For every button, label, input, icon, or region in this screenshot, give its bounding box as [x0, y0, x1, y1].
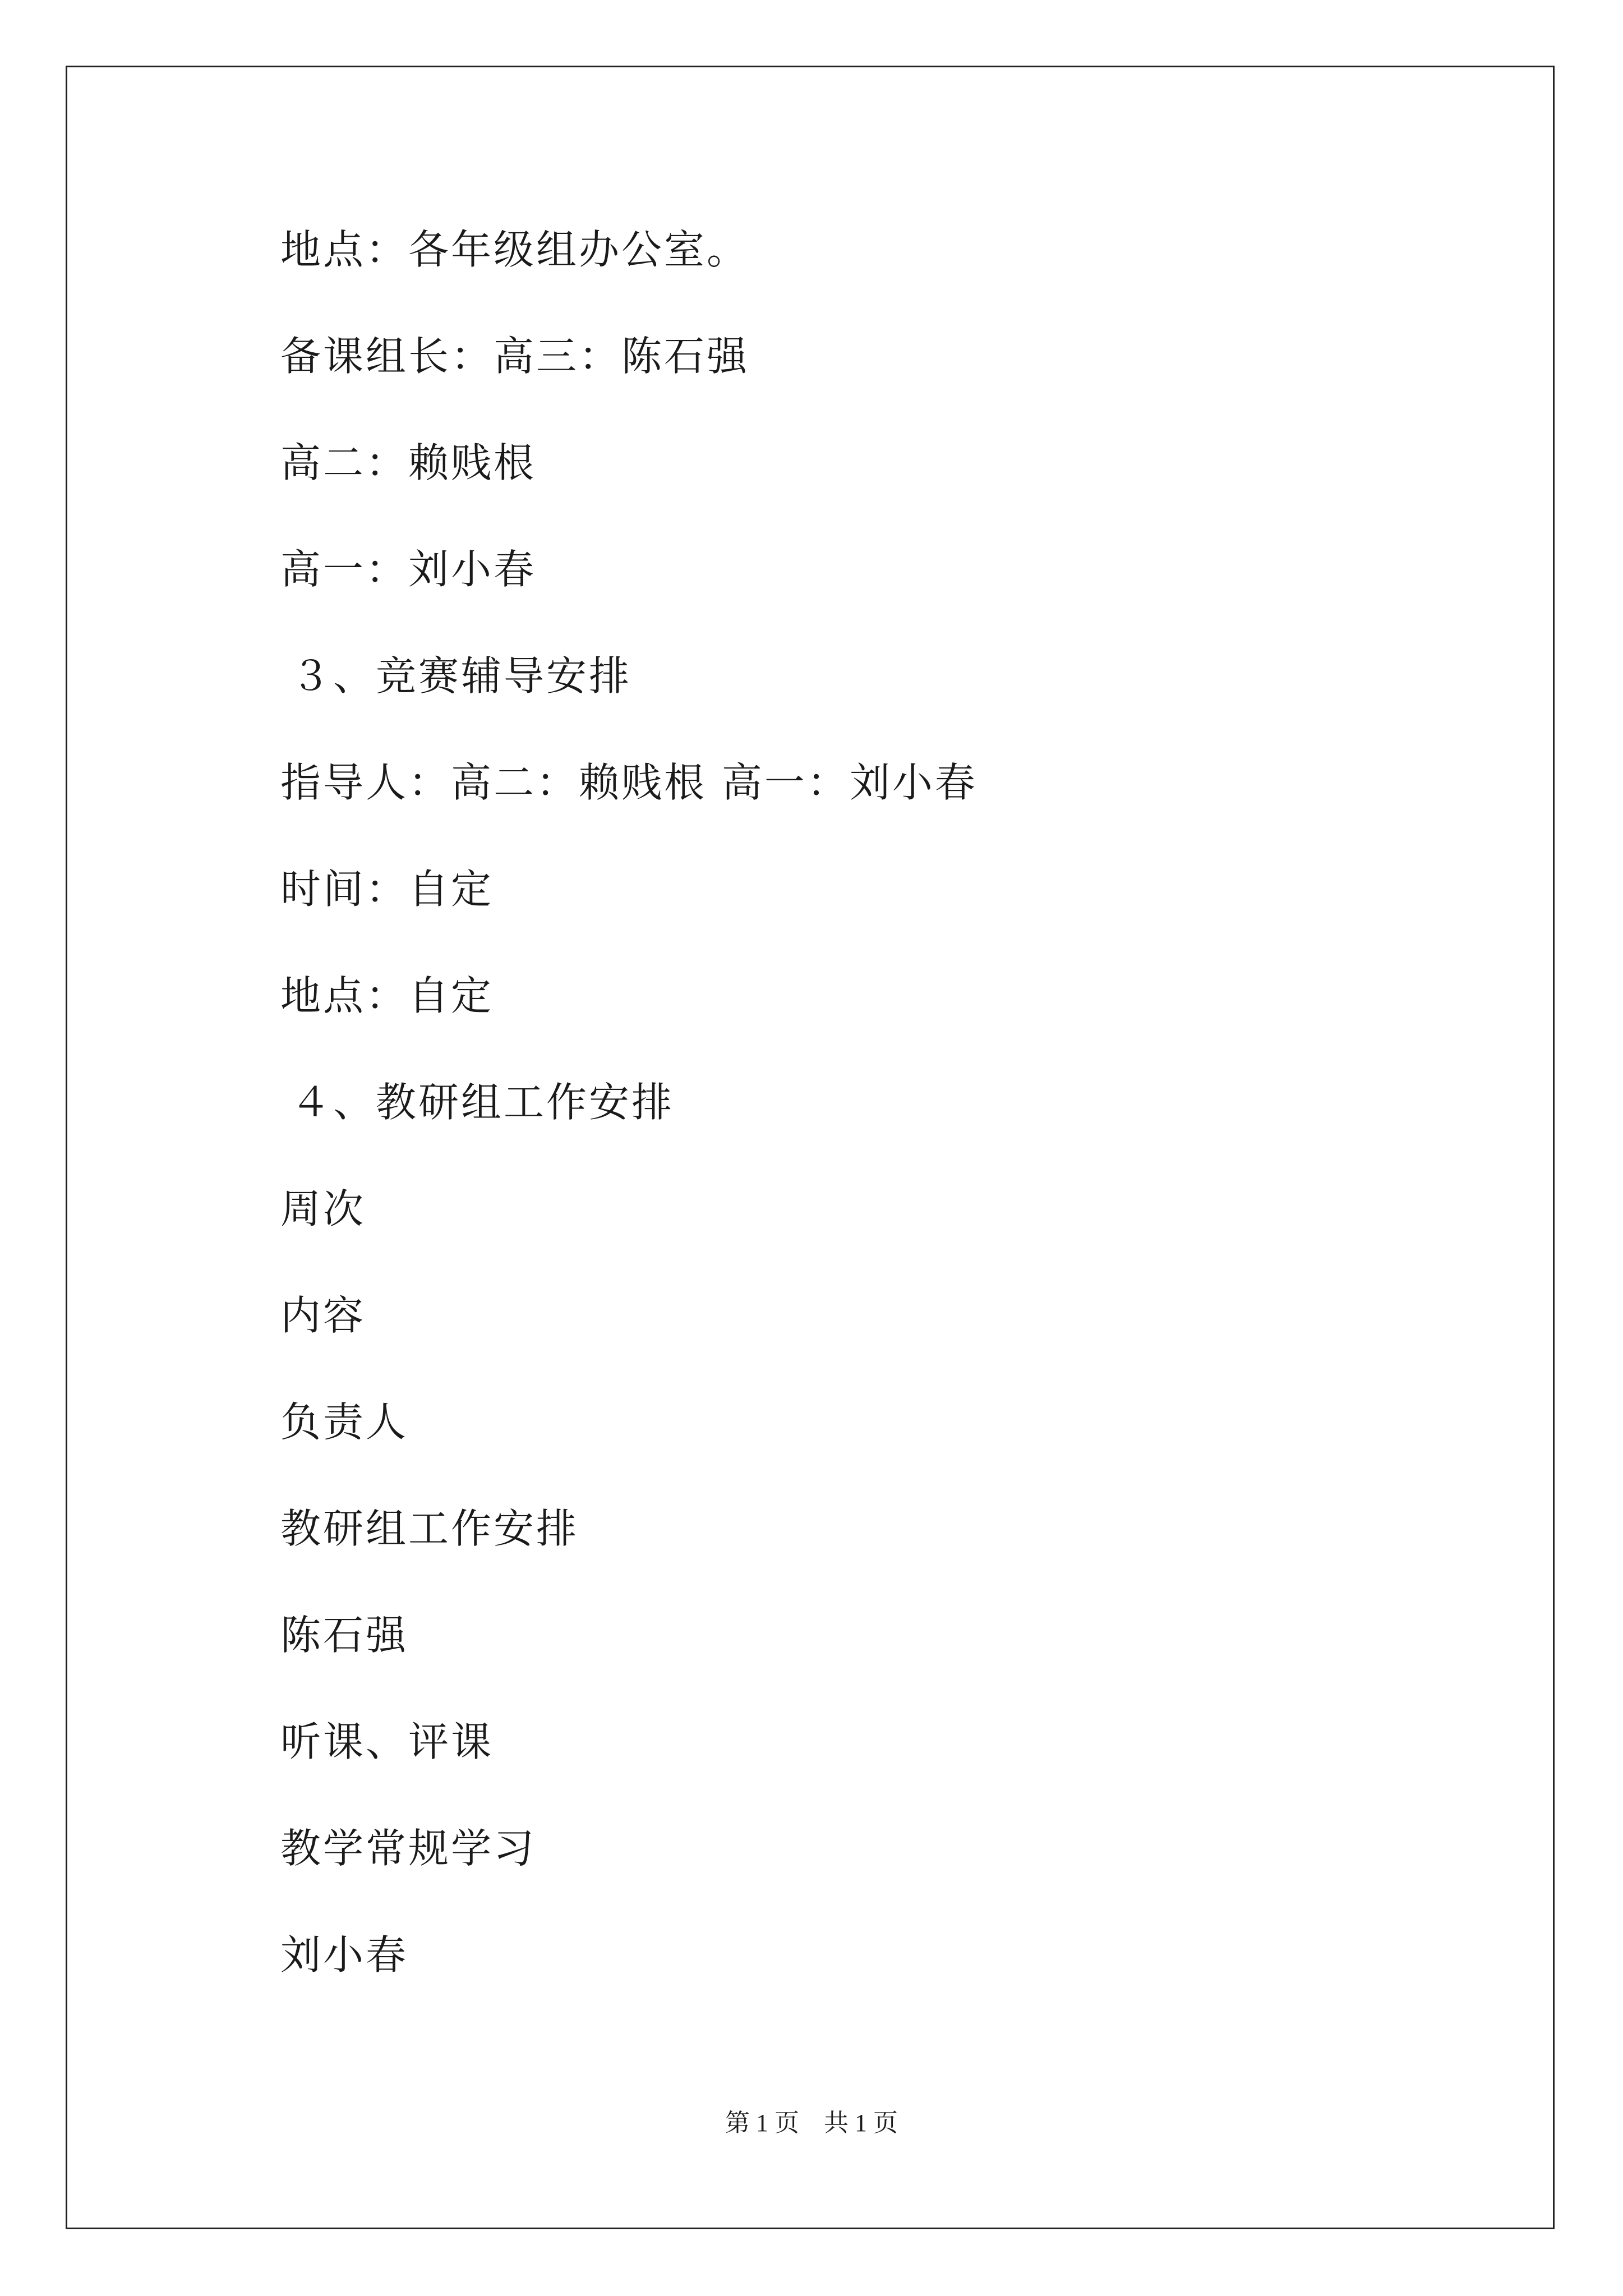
- text-line: 高一：刘小春: [280, 546, 537, 593]
- text-line: 内容: [280, 1292, 366, 1339]
- text-line: 听课、评课: [280, 1718, 494, 1765]
- text-line: 地点：各年级组办公室。: [280, 226, 750, 273]
- text-line: 高二：赖贱根: [280, 439, 537, 486]
- text-line: 负责人: [280, 1398, 409, 1446]
- text-line: 教学常规学习: [280, 1825, 537, 1872]
- document-body: [280, 222, 1458, 2033]
- text-line: 地点：自定: [280, 972, 494, 1019]
- text-line: 陈石强: [280, 1612, 409, 1659]
- text-line: 时间：自定: [280, 866, 494, 913]
- section-heading: ３、竞赛辅导安排: [291, 652, 632, 700]
- text-line: 备课组长：高三：陈石强: [280, 333, 750, 380]
- section-heading: ４、教研组工作安排: [291, 1079, 675, 1126]
- page-number-footer: 第 1 页 共 1 页: [725, 2109, 898, 2137]
- text-line: 刘小春: [280, 1931, 409, 1978]
- text-line: 指导人：高二：赖贱根 高一：刘小春: [280, 759, 978, 806]
- text-line: 教研组工作安排: [280, 1505, 579, 1552]
- text-line: 周次: [280, 1185, 366, 1232]
